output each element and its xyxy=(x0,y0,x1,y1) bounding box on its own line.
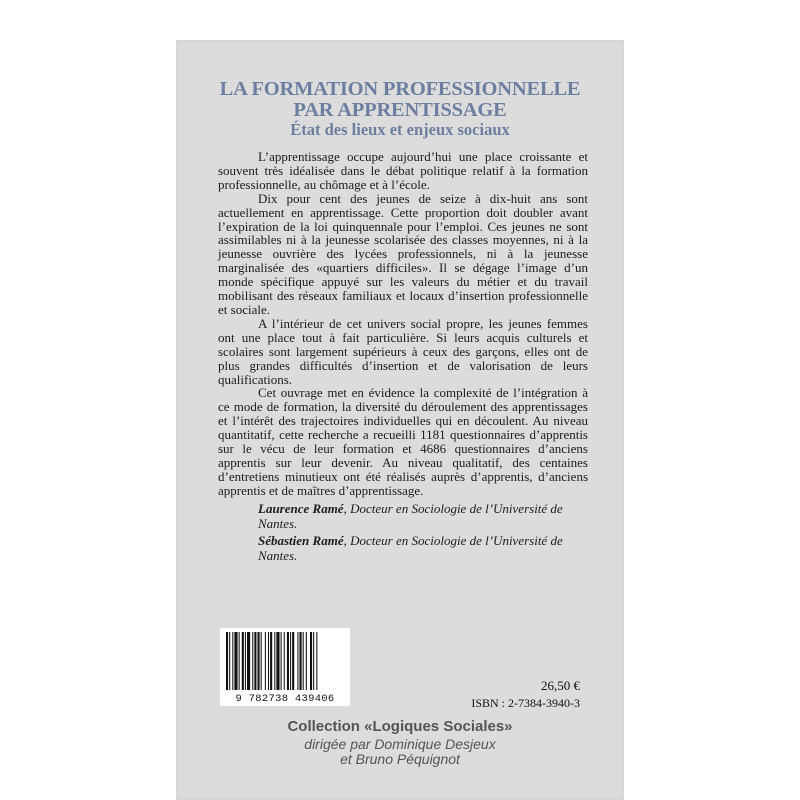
barcode-bar xyxy=(265,632,266,690)
barcode-bars xyxy=(220,628,350,692)
barcode-bar xyxy=(258,632,260,690)
barcode-bar xyxy=(268,632,269,690)
blurb-paragraph-2: Dix pour cent des jeunes de seize à dix-huit ans sont actuellement en apprentissage. Cette proportion doit doubler avant l’expiration de la loi quinquennale pour l’emploi. Ces jeunes ne sont assimilables ni à la jeunesse scolarisée des classes moyennes, ni à la jeunesse ouvrière des lycées professionnels, ni à la jeunesse marginalisée des «quartiers difficiles». Il se dégage l’image d’un monde spécifique appuyé sur les valeurs du métier et du travail mobilisant des réseaux familiaux et locaux d’insertion professionnelle et sociale. xyxy=(218,190,588,317)
barcode-bar xyxy=(284,632,285,690)
barcode-bar xyxy=(226,632,228,690)
collection-name: Collection «Logiques Sociales» xyxy=(287,718,513,735)
subtitle: État des lieux et enjeux sociaux xyxy=(290,120,510,139)
collection-direction-line-1: dirigée par Dominique Desjeux xyxy=(304,736,496,752)
author-entry xyxy=(258,502,588,531)
barcode-bar xyxy=(242,632,244,690)
author-name: Sébastien Ramé xyxy=(258,533,344,548)
title-line-1: LA FORMATION PROFESSIONNELLE xyxy=(219,78,581,100)
barcode-bar xyxy=(306,632,307,690)
barcode-bar xyxy=(316,632,317,690)
author-entry xyxy=(258,534,588,563)
author-description: , Docteur en Sociologie de l’Université de Nantes. xyxy=(258,501,563,531)
barcode-bar xyxy=(274,632,275,690)
barcode-bar xyxy=(252,632,253,690)
barcode-bar xyxy=(297,632,298,690)
author-name: Laurence Ramé xyxy=(258,501,344,516)
barcode-bar xyxy=(234,632,237,690)
barcode-bar xyxy=(313,632,314,690)
book-back-cover xyxy=(176,40,624,800)
barcode-bar xyxy=(292,632,294,690)
barcode-bar xyxy=(229,632,230,690)
barcode-bar xyxy=(303,632,304,690)
barcode-bar xyxy=(290,632,291,690)
blurb-paragraph-4: Cet ouvrage met en évidence la complexité de l’intégration à ce mode de formation, la diversité du déroulement des apprentissages et l’intérêt des trajectoires individuelles qui en découlent. Au niveau quantitatif, cette recherche a recueilli 1181 questionnaires d’apprentis sur le vécu de leur formation et 4686 questionnaires d’anciens apprentis sur leur devenir. Au niveau qualitatif, des centaines d’entretiens minutieux ont été réalisés auprès d’apprentis, d’anciens apprentis et de maîtres d’apprentissage. xyxy=(218,385,588,498)
barcode-bar xyxy=(270,632,272,690)
barcode-bar xyxy=(300,632,302,690)
barcode-bar xyxy=(232,632,233,690)
blurb-paragraph-3: A l’intérieur de cet univers social propre, les jeunes femmes ont une place tout à fait particulière. Si leurs acquis culturels et scolaires sont largement supérieurs à ceux des garçons, elles ont de plus grandes difficultés d’insertion et de valorisation de leurs qualifications. xyxy=(218,315,588,387)
collection-direction-line-2: et Bruno Péquignot xyxy=(340,751,460,767)
isbn: ISBN : 2-7384-3940-3 xyxy=(471,696,580,710)
author-list xyxy=(218,502,588,566)
blurb xyxy=(218,150,588,498)
title-line-2: PAR APPRENTISSAGE xyxy=(293,99,507,121)
barcode-bar xyxy=(287,632,289,690)
price: 26,50 € xyxy=(541,678,580,693)
blurb-paragraph-1: L’apprentissage occupe aujourd’hui une place croissante et souvent très idéalisée dans le débat politique relatif à la formation professionnelle, au chômage et à l’école. xyxy=(218,149,588,192)
author-description: , Docteur en Sociologie de l’Université de Nantes. xyxy=(258,533,563,563)
barcode-bar xyxy=(281,632,282,690)
barcode xyxy=(220,628,350,706)
barcode-bar xyxy=(310,632,312,690)
barcode-digits: 9 782738 439406 xyxy=(235,693,335,705)
barcode-bar xyxy=(254,632,256,690)
barcode-bar xyxy=(276,632,279,690)
barcode-bar xyxy=(261,632,262,690)
barcode-bar xyxy=(239,632,240,690)
barcode-bar xyxy=(247,632,250,690)
barcode-bar xyxy=(245,632,246,690)
